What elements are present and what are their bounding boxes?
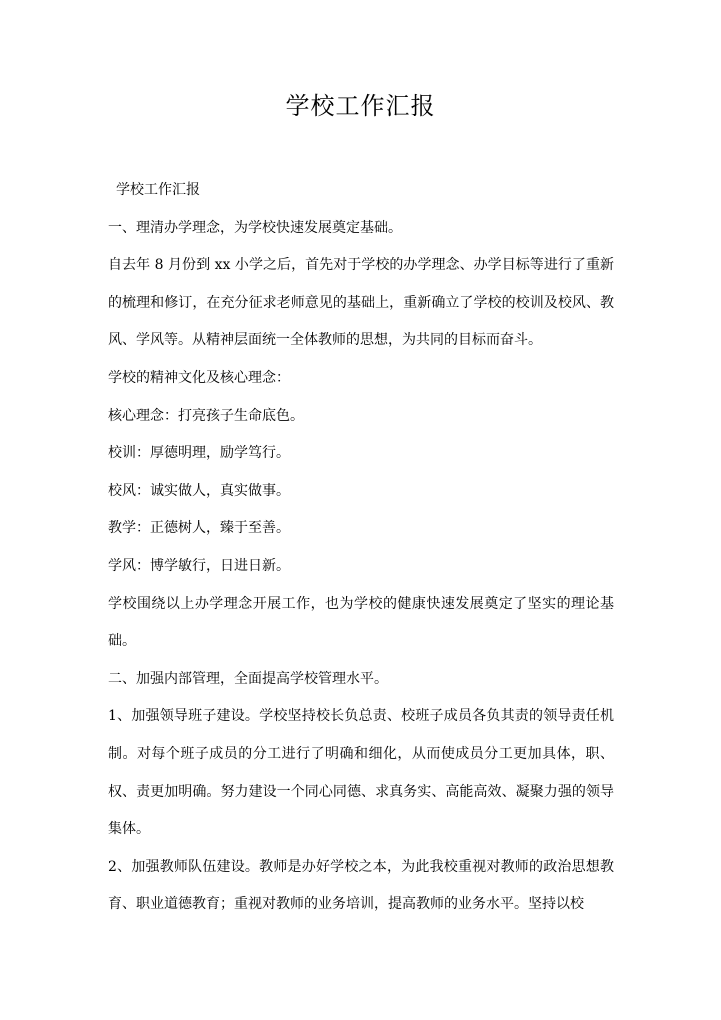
school-motto-item: 校训：厚德明理，励学笃行。 <box>108 445 290 462</box>
core-concept-item: 核心理念：打亮孩子生命底色。 <box>108 407 304 424</box>
document-body <box>108 172 614 924</box>
teaching-item: 教学：正德树人，臻于至善。 <box>108 520 290 537</box>
section-heading-1: 一、理清办学理念，为学校快速发展奠定基础。 <box>108 219 402 236</box>
study-style-item: 学风：博学敏行，日进日新。 <box>108 557 290 574</box>
body-paragraph: 学校的精神文化及核心理念： <box>108 369 290 386</box>
subtitle-paragraph: 学校工作汇报 <box>116 182 200 198</box>
school-spirit-item: 校风：诚实做人，真实做事。 <box>108 482 290 499</box>
body-paragraph: 2、加强教师队伍建设。教师是办好学校之本，为此我校重视对教师的政治思想教育、职业道德教育；重视对教师的业务培训，提高教师的业务水平。坚持以校 <box>108 858 614 913</box>
body-paragraph: 自去年 8 月份到 xx 小学之后，首先对于学校的办学理念、办学目标等进行了重新的梳理和修订，在充分征求老师意见的基础上，重新确立了学校的校训及校风、教风、学风等。从精神层面统一全体教师的思想，为共同的目标而奋斗。 <box>108 257 614 349</box>
body-paragraph: 1、加强领导班子建设。学校坚持校长负总责、校班子成员各负其责的领导责任机制。对每个班子成员的分工进行了明确和细化，从而使成员分工更加具体，职、权、责更加明确。努力建设一个同心同德、求真务实、高能高效、凝聚力强的领导集体。 <box>108 708 614 838</box>
section-heading-2: 二、加强内部管理，全面提高学校管理水平。 <box>108 670 388 687</box>
document-title: 学校工作汇报 <box>285 92 436 120</box>
body-paragraph: 学校围绕以上办学理念开展工作，也为学校的健康快速发展奠定了坚实的理论基础。 <box>108 595 614 650</box>
